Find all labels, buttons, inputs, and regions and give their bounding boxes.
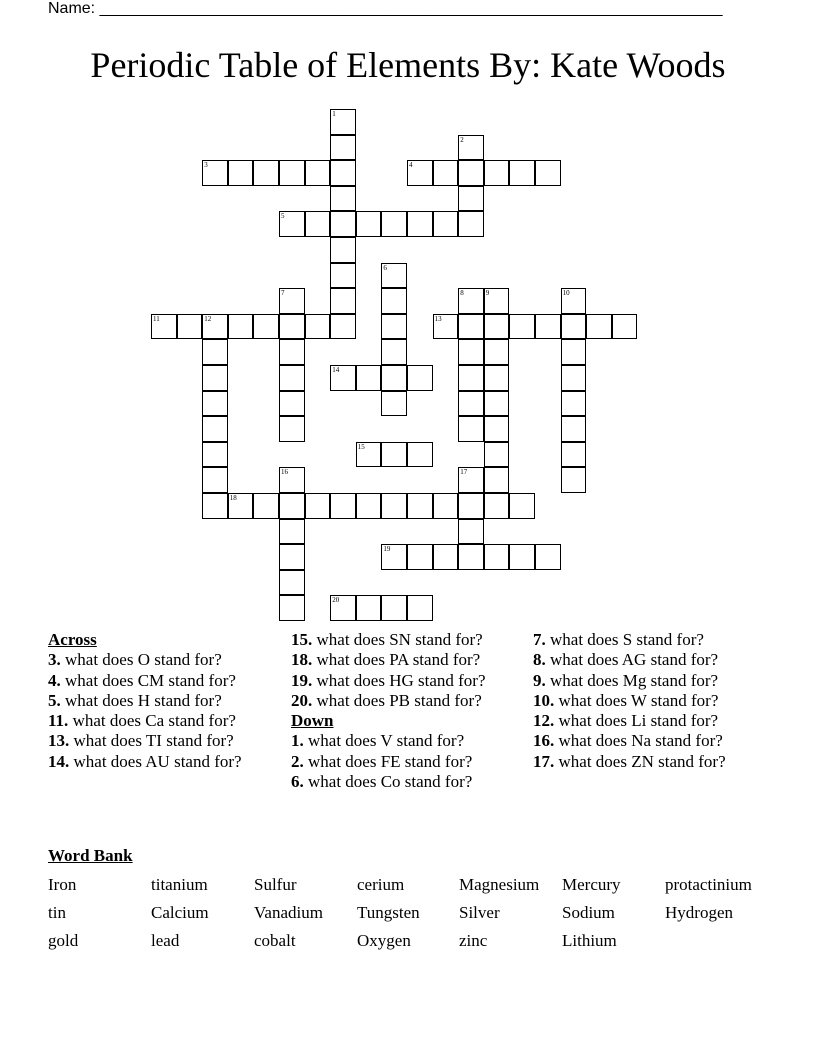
- clue-number-label: 2: [460, 135, 464, 144]
- word-bank-word: lead: [151, 931, 180, 950]
- word-bank-heading: Word Bank: [48, 846, 133, 865]
- grid-cell[interactable]: [151, 314, 177, 340]
- across-clue: [48, 711, 280, 731]
- word-bank-word: Magnesium: [459, 875, 540, 894]
- grid-cell[interactable]: [305, 493, 331, 519]
- grid-cell[interactable]: [433, 211, 459, 237]
- clue-number-label: 8: [460, 289, 464, 298]
- down-heading: Down: [291, 711, 334, 731]
- grid-cell[interactable]: [381, 365, 407, 391]
- clue-text: what does AU stand for?: [73, 751, 242, 771]
- grid-cell[interactable]: [407, 365, 433, 391]
- grid-cell[interactable]: [279, 211, 305, 237]
- grid-cell[interactable]: [561, 416, 587, 442]
- grid-cell[interactable]: [381, 211, 407, 237]
- clue-column-1: [48, 630, 280, 772]
- clue-number-label: 18: [229, 494, 237, 502]
- word-bank-word: Calcium: [151, 903, 209, 922]
- clue-number: 2.: [291, 751, 304, 771]
- grid-cell[interactable]: [330, 237, 356, 263]
- grid-cell[interactable]: [330, 493, 356, 519]
- grid-cell[interactable]: [177, 314, 203, 340]
- grid-cell[interactable]: [407, 442, 433, 468]
- grid-cell[interactable]: [330, 365, 356, 391]
- grid-cell[interactable]: [509, 314, 535, 340]
- down-clue: [533, 671, 765, 691]
- grid-cell[interactable]: [253, 493, 279, 519]
- grid-cell[interactable]: [202, 442, 228, 468]
- grid-cell[interactable]: [202, 493, 228, 519]
- clue-text: what does PA stand for?: [316, 650, 481, 670]
- clue-number: 17.: [533, 751, 555, 771]
- clue-number: 3.: [48, 650, 61, 670]
- grid-cell[interactable]: [381, 544, 407, 570]
- grid-cell[interactable]: [407, 160, 433, 186]
- grid-cell[interactable]: [433, 160, 459, 186]
- grid-cell[interactable]: [458, 544, 484, 570]
- grid-cell[interactable]: [458, 467, 484, 493]
- grid-cell[interactable]: [484, 160, 510, 186]
- clue-number-label: 1: [332, 110, 336, 118]
- clue-number: 19.: [291, 670, 313, 690]
- clue-text: what does ZN stand for?: [558, 751, 726, 771]
- grid-cell[interactable]: [458, 186, 484, 212]
- grid-cell[interactable]: [279, 288, 305, 314]
- clue-column-3: [533, 630, 765, 772]
- grid-cell[interactable]: [484, 442, 510, 468]
- across-clue: [291, 671, 523, 691]
- grid-cell[interactable]: [458, 519, 484, 545]
- clue-number: 15.: [291, 630, 313, 649]
- clue-number: 20.: [291, 690, 313, 710]
- clue-text: what does Na stand for?: [558, 731, 723, 751]
- grid-cell[interactable]: [279, 391, 305, 417]
- word-bank-word: Sodium: [562, 903, 615, 922]
- grid-cell[interactable]: [381, 314, 407, 340]
- grid-cell[interactable]: [561, 339, 587, 365]
- grid-cell[interactable]: [561, 391, 587, 417]
- grid-cell[interactable]: [356, 493, 382, 519]
- word-bank-word: gold: [48, 931, 79, 950]
- clue-text: what does CM stand for?: [65, 670, 236, 690]
- grid-cell[interactable]: [381, 339, 407, 365]
- grid-cell[interactable]: [279, 339, 305, 365]
- grid-cell[interactable]: [433, 493, 459, 519]
- grid-cell[interactable]: [202, 416, 228, 442]
- grid-cell[interactable]: [202, 160, 228, 186]
- grid-cell[interactable]: [484, 288, 510, 314]
- grid-cell[interactable]: [356, 365, 382, 391]
- clue-number: 10.: [533, 690, 555, 710]
- word-bank-word: Mercury: [562, 875, 621, 894]
- clue-text: what does S stand for?: [550, 630, 704, 649]
- grid-cell[interactable]: [458, 135, 484, 161]
- grid-cell[interactable]: [356, 595, 382, 621]
- grid-cell[interactable]: [330, 160, 356, 186]
- grid-cell[interactable]: [561, 314, 587, 340]
- clue-text: what does FE stand for?: [308, 751, 473, 771]
- grid-cell[interactable]: [202, 339, 228, 365]
- across-clue: [48, 671, 280, 691]
- grid-cell[interactable]: [458, 493, 484, 519]
- clue-number: 16.: [533, 731, 555, 751]
- word-bank-word: Silver: [459, 903, 500, 922]
- clue-number: 7.: [533, 630, 546, 649]
- grid-cell[interactable]: [458, 339, 484, 365]
- clue-text: what does Mg stand for?: [550, 670, 719, 690]
- clue-text: what does W stand for?: [558, 690, 719, 710]
- grid-cell[interactable]: [356, 442, 382, 468]
- down-clue: [533, 711, 765, 731]
- grid-cell[interactable]: [330, 595, 356, 621]
- down-clue: [533, 691, 765, 711]
- clue-number-label: 6: [383, 263, 387, 272]
- grid-cell[interactable]: [535, 160, 561, 186]
- grid-cell[interactable]: [433, 314, 459, 340]
- across-clue: [291, 650, 523, 670]
- word-bank-word: Oxygen: [357, 931, 411, 950]
- grid-cell[interactable]: [509, 544, 535, 570]
- clue-number: 5.: [48, 690, 61, 710]
- grid-cell[interactable]: [458, 416, 484, 442]
- grid-cell[interactable]: [561, 365, 587, 391]
- grid-cell[interactable]: [458, 314, 484, 340]
- grid-cell[interactable]: [561, 288, 587, 314]
- clue-text: what does O stand for?: [65, 650, 222, 670]
- grid-cell[interactable]: [305, 160, 331, 186]
- grid-cell[interactable]: [305, 211, 331, 237]
- word-bank-word: tin: [48, 903, 66, 922]
- clue-number: 11.: [48, 711, 69, 731]
- clue-text: what does HG stand for?: [316, 670, 486, 690]
- grid-cell[interactable]: [484, 493, 510, 519]
- grid-cell[interactable]: [279, 467, 305, 493]
- clue-number: 14.: [48, 751, 70, 771]
- puzzle-title: Periodic Table of Elements By: Kate Woods: [90, 45, 726, 85]
- grid-cell[interactable]: [407, 211, 433, 237]
- grid-cell[interactable]: [228, 314, 254, 340]
- across-clue: [291, 630, 523, 650]
- clue-number: 13.: [48, 731, 70, 751]
- clue-text: what does TI stand for?: [73, 731, 234, 751]
- word-bank-word: Sulfur: [254, 875, 297, 894]
- clue-text: what does PB stand for?: [316, 690, 482, 710]
- grid-cell[interactable]: [381, 391, 407, 417]
- grid-cell[interactable]: [458, 211, 484, 237]
- grid-cell[interactable]: [330, 314, 356, 340]
- down-clue: [533, 630, 765, 650]
- clue-number: 12.: [533, 711, 555, 731]
- grid-cell[interactable]: [561, 442, 587, 468]
- grid-cell[interactable]: [279, 544, 305, 570]
- grid-cell[interactable]: [330, 109, 356, 135]
- grid-cell[interactable]: [407, 544, 433, 570]
- grid-cell[interactable]: [279, 493, 305, 519]
- grid-cell[interactable]: [253, 314, 279, 340]
- grid-cell[interactable]: [279, 519, 305, 545]
- down-clue: [533, 731, 765, 751]
- grid-cell[interactable]: [381, 493, 407, 519]
- clue-number-label: 5: [281, 212, 285, 221]
- word-bank-word: cerium: [357, 875, 405, 894]
- clue-text: what does H stand for?: [65, 690, 222, 710]
- word-bank-word: zinc: [459, 931, 488, 950]
- clue-text: what does V stand for?: [308, 731, 465, 751]
- grid-cell[interactable]: [330, 211, 356, 237]
- grid-cell[interactable]: [330, 288, 356, 314]
- clue-number: 4.: [48, 670, 61, 690]
- grid-cell[interactable]: [458, 160, 484, 186]
- grid-cell[interactable]: [279, 314, 305, 340]
- word-bank-word: titanium: [151, 875, 208, 894]
- grid-cell[interactable]: [509, 160, 535, 186]
- down-clue: [533, 752, 765, 772]
- clue-text: what does Co stand for?: [308, 772, 473, 792]
- grid-cell[interactable]: [484, 544, 510, 570]
- name-line: Name: ______________________________________________________________________: [48, 0, 723, 17]
- across-clue: [48, 650, 280, 670]
- across-clue: [48, 731, 280, 751]
- grid-cell[interactable]: [484, 467, 510, 493]
- grid-cell[interactable]: [305, 314, 331, 340]
- across-clue: [48, 691, 280, 711]
- clue-text: what does SN stand for?: [316, 630, 483, 649]
- grid-cell[interactable]: [407, 595, 433, 621]
- word-bank-word: Vanadium: [254, 903, 323, 922]
- grid-cell[interactable]: [484, 314, 510, 340]
- grid-cell[interactable]: [330, 186, 356, 212]
- clue-number-label: 14: [332, 366, 340, 374]
- clue-number-label: 4: [409, 161, 413, 170]
- word-bank-word: Hydrogen: [665, 903, 733, 922]
- across-clue: [291, 691, 523, 711]
- clue-number: 9.: [533, 670, 546, 690]
- word-bank-word: Iron: [48, 875, 77, 894]
- clue-number-label: 12: [204, 314, 212, 323]
- clue-number-label: 11: [153, 314, 160, 323]
- clue-number-label: 3: [204, 161, 208, 170]
- clue-number-label: 15: [357, 442, 365, 451]
- grid-cell[interactable]: [381, 288, 407, 314]
- grid-cell[interactable]: [228, 493, 254, 519]
- down-clue: [291, 731, 523, 751]
- clue-number: 6.: [291, 772, 304, 792]
- word-bank-word: Tungsten: [357, 903, 420, 922]
- grid-cell[interactable]: [509, 493, 535, 519]
- grid-cell[interactable]: [253, 160, 279, 186]
- grid-cell[interactable]: [407, 493, 433, 519]
- grid-cell[interactable]: [279, 416, 305, 442]
- grid-cell[interactable]: [561, 467, 587, 493]
- grid-cell[interactable]: [612, 314, 638, 340]
- grid-cell[interactable]: [279, 595, 305, 621]
- grid-cell[interactable]: [381, 442, 407, 468]
- across-clue: [48, 752, 280, 772]
- grid-cell[interactable]: [484, 391, 510, 417]
- grid-cell[interactable]: [458, 365, 484, 391]
- clue-number: 1.: [291, 731, 304, 751]
- clue-text: what does AG stand for?: [550, 650, 719, 670]
- grid-cell[interactable]: [535, 544, 561, 570]
- grid-cell[interactable]: [381, 595, 407, 621]
- grid-cell[interactable]: [228, 160, 254, 186]
- grid-cell[interactable]: [356, 211, 382, 237]
- grid-cell[interactable]: [535, 314, 561, 340]
- down-clue: [291, 772, 523, 792]
- grid-cell[interactable]: [381, 263, 407, 289]
- clue-number-label: 17: [460, 468, 468, 477]
- clue-number-label: 20: [332, 596, 340, 605]
- clue-number-label: 7: [281, 289, 285, 298]
- grid-cell[interactable]: [279, 160, 305, 186]
- grid-cell[interactable]: [330, 135, 356, 161]
- grid-cell[interactable]: [458, 391, 484, 417]
- grid-cell[interactable]: [202, 467, 228, 493]
- clue-number-label: 16: [281, 468, 288, 477]
- clue-number: 18.: [291, 650, 313, 670]
- clue-text: what does Li stand for?: [558, 711, 719, 731]
- clue-number-label: 10: [562, 289, 570, 298]
- grid-cell[interactable]: [330, 263, 356, 289]
- grid-cell[interactable]: [484, 416, 510, 442]
- clue-number-label: 19: [383, 545, 391, 554]
- grid-cell[interactable]: [433, 544, 459, 570]
- clue-text: what does Ca stand for?: [72, 711, 236, 731]
- grid-cell[interactable]: [586, 314, 612, 340]
- word-bank-word: Lithium: [562, 931, 617, 950]
- clue-number: 8.: [533, 650, 546, 670]
- clue-number-label: 13: [434, 314, 442, 323]
- grid-cell[interactable]: [484, 339, 510, 365]
- word-bank-word: cobalt: [254, 931, 296, 950]
- grid-cell[interactable]: [458, 288, 484, 314]
- word-bank-word: protactinium: [665, 875, 752, 894]
- grid-cell[interactable]: [202, 314, 228, 340]
- grid-cell[interactable]: [484, 365, 510, 391]
- clue-column-2: [291, 630, 523, 792]
- clue-number-label: 9: [485, 289, 490, 298]
- down-clue: [291, 752, 523, 772]
- grid-cell[interactable]: [202, 365, 228, 391]
- down-clue: [533, 650, 765, 670]
- grid-cell[interactable]: [202, 391, 228, 417]
- grid-cell[interactable]: [279, 365, 305, 391]
- grid-cell[interactable]: [279, 570, 305, 596]
- across-heading: Across: [48, 630, 97, 649]
